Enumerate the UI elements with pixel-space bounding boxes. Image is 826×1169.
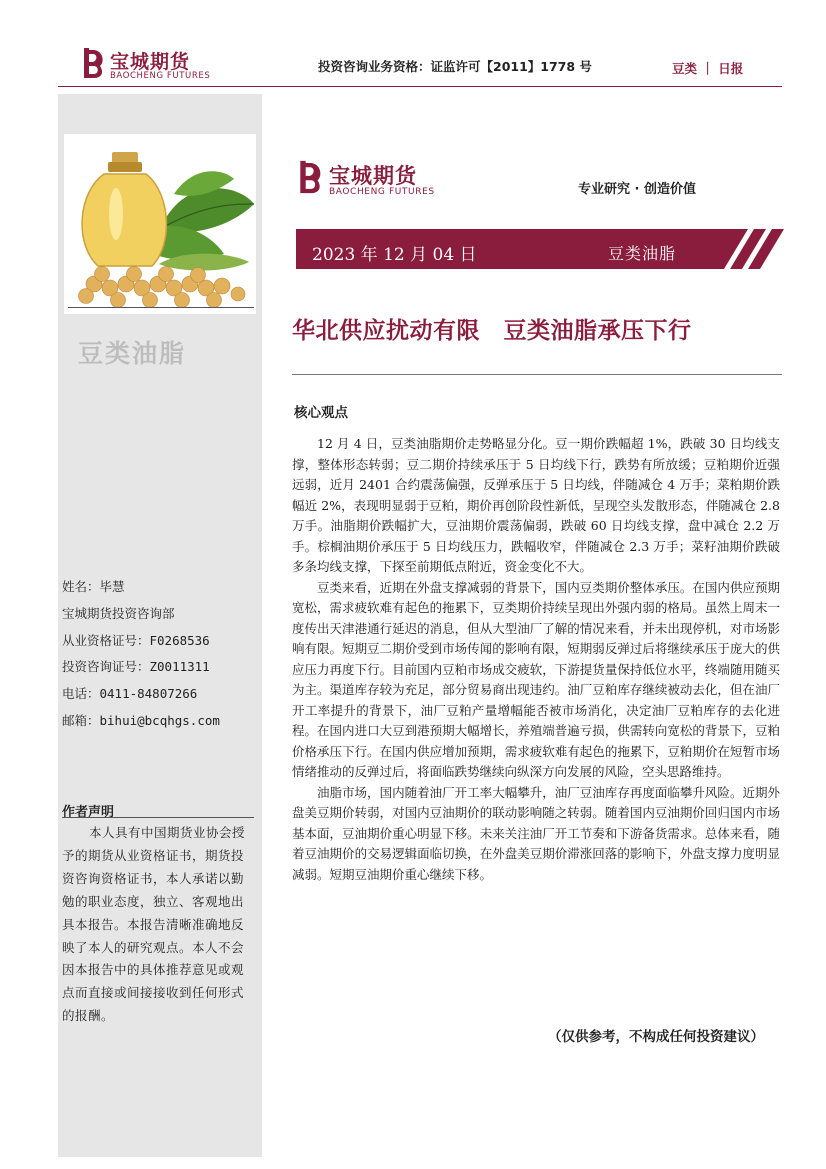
report-body bbox=[292, 434, 780, 885]
analyst-name: 姓名：毕慧 bbox=[62, 579, 125, 594]
declaration-title: 作者声明 bbox=[62, 805, 115, 820]
paragraph-3: 油脂市场，国内随着油厂开工率大幅攀升，油厂豆油库存再度面临攀升风险。近期外盘美豆期价转弱，对国内豆油期价的联动影响随之转弱。随着国内豆油期价回归国内市场基本面，豆油期价重心明显下移。未来关注油厂开工节奏和下游备货需求。总体来看，随着豆油期价的交易逻辑面临切换，在外盘美豆期价滞涨回落的影响下，外盘支撑力度明显减弱。短期豆油期价重心继续下移。 bbox=[292, 784, 780, 882]
soybean-oil-illustration bbox=[64, 134, 256, 314]
sidebar bbox=[58, 94, 262, 1157]
report-tags: 豆类 ｜ 日报 bbox=[672, 61, 744, 76]
baocheng-logo-icon bbox=[296, 158, 324, 196]
analyst-phone: 电话：0411-84807266 bbox=[62, 686, 198, 702]
header-logo-text: 宝城期货 bbox=[110, 51, 191, 73]
main-logo-text: 宝城期货 bbox=[329, 164, 417, 188]
analyst-department: 宝城期货投资咨询部 bbox=[62, 605, 175, 621]
main-logo-english: BAOCHENG FUTURES bbox=[329, 187, 435, 197]
soybean-oil-photo bbox=[64, 134, 256, 314]
paragraph-1: 12 月 4 日，豆类油脂期价走势略显分化。豆一期价跌幅超 1%，跌破 30 日均线支撑，整体形态转弱；豆二期价持续承压于 5 日均线下行，跌势有所放缓；豆粕期价近强远弱，近月 2401 合约震荡偏强，反弹承压于 5 日均线，伴随减仓 4 万手；菜粕期价跌幅近 2%，表现明显弱于豆粕，期价再创阶段性新低，呈现空头发散形态，伴随减仓 2.8 万手。油脂期价跌幅扩大，豆油期价震荡偏弱，跌破 60 日均线支撑，盘中减仓 2.2 万手。棕榈油期价承压于 5 日均线压力，跌幅收窄，伴随减仓 2.3 万手；菜籽油期价跌破多条均线支撑，下探至前期低点附近，资金变化不大。 bbox=[292, 436, 780, 574]
headline-divider bbox=[292, 374, 782, 375]
main-logo bbox=[296, 158, 436, 200]
license-text: 投资咨询业务资格：证监许可【2011】1778 号 bbox=[318, 59, 592, 74]
header-logo-english: BAOCHENG FUTURES bbox=[110, 71, 211, 81]
slogan: 专业研究 · 创造价值 bbox=[578, 182, 696, 197]
declaration-text: 本人具有中国期货业协会授予的期货从业资格证书，期货投资咨询资格证书，本人承诺以勤勉的职业态度，独立、客观地出具本报告。本报告清晰准确地反映了本人的研究观点。本人不会因本报告中的具体推荐意见或观点而直接或间接接收到任何形式的报酬。 bbox=[62, 825, 246, 1024]
sidebar-category: 豆类油脂 bbox=[78, 339, 187, 368]
sidebar-divider bbox=[68, 307, 254, 308]
analyst-email[interactable]: 邮箱：bihui@bcqhgs.com bbox=[62, 712, 220, 728]
analyst-info bbox=[62, 574, 220, 735]
header-logo bbox=[80, 46, 220, 84]
analyst-qualification: 从业资格证号：F0268536 bbox=[62, 632, 210, 648]
header-divider bbox=[58, 86, 782, 87]
declaration-divider bbox=[62, 817, 254, 818]
analyst-consulting-id: 投资咨询证号：Z0011311 bbox=[62, 659, 210, 675]
section-title: 核心观点 bbox=[294, 405, 348, 421]
baocheng-logo-icon bbox=[80, 46, 106, 80]
disclaimer: （仅供参考，不构成任何投资建议） bbox=[548, 1029, 764, 1045]
banner-category: 豆类油脂 bbox=[608, 244, 677, 263]
report-headline: 华北供应扰动有限 豆类油脂承压下行 bbox=[292, 318, 692, 344]
report-date: 2023 年 12 月 04 日 bbox=[312, 245, 477, 265]
paragraph-2: 豆类来看，近期在外盘支撑减弱的背景下，国内豆类期价整体承压。在国内供应预期宽松，需求疲软难有起色的拖累下，豆类期价持续呈现出外强内弱的格局。虽然上周末一度传出天津港通行延迟的消息，但从大型油厂了解的情况来看，并未出现停机，对市场影响有限。短期豆二期价受到市场传闻的影响有限，短期弱反弹过后将继续承压于庞大的供应压力再度下行。目前国内豆粕市场成交疲软，下游提货量保持低位水平，终端随用随买为主。渠道库存较为充足，部分贸易商出现违约。油厂豆粕库存继续被动去化，但在油厂开工率提升的背景下，油厂豆粕产量增幅能否被市场消化，决定油厂豆粕库存的去化进程。在国内进口大豆到港预期大幅增长，养殖端普遍亏损，供需转向宽松的背景下，豆粕价格承压下行。在国内供应增加预期，需求疲软难有起色的拖累下，豆粕期价在短暂市场情绪推动的反弹过后，将面临跌势继续向纵深方向发展的风险，空头思路维持。 bbox=[292, 579, 780, 779]
